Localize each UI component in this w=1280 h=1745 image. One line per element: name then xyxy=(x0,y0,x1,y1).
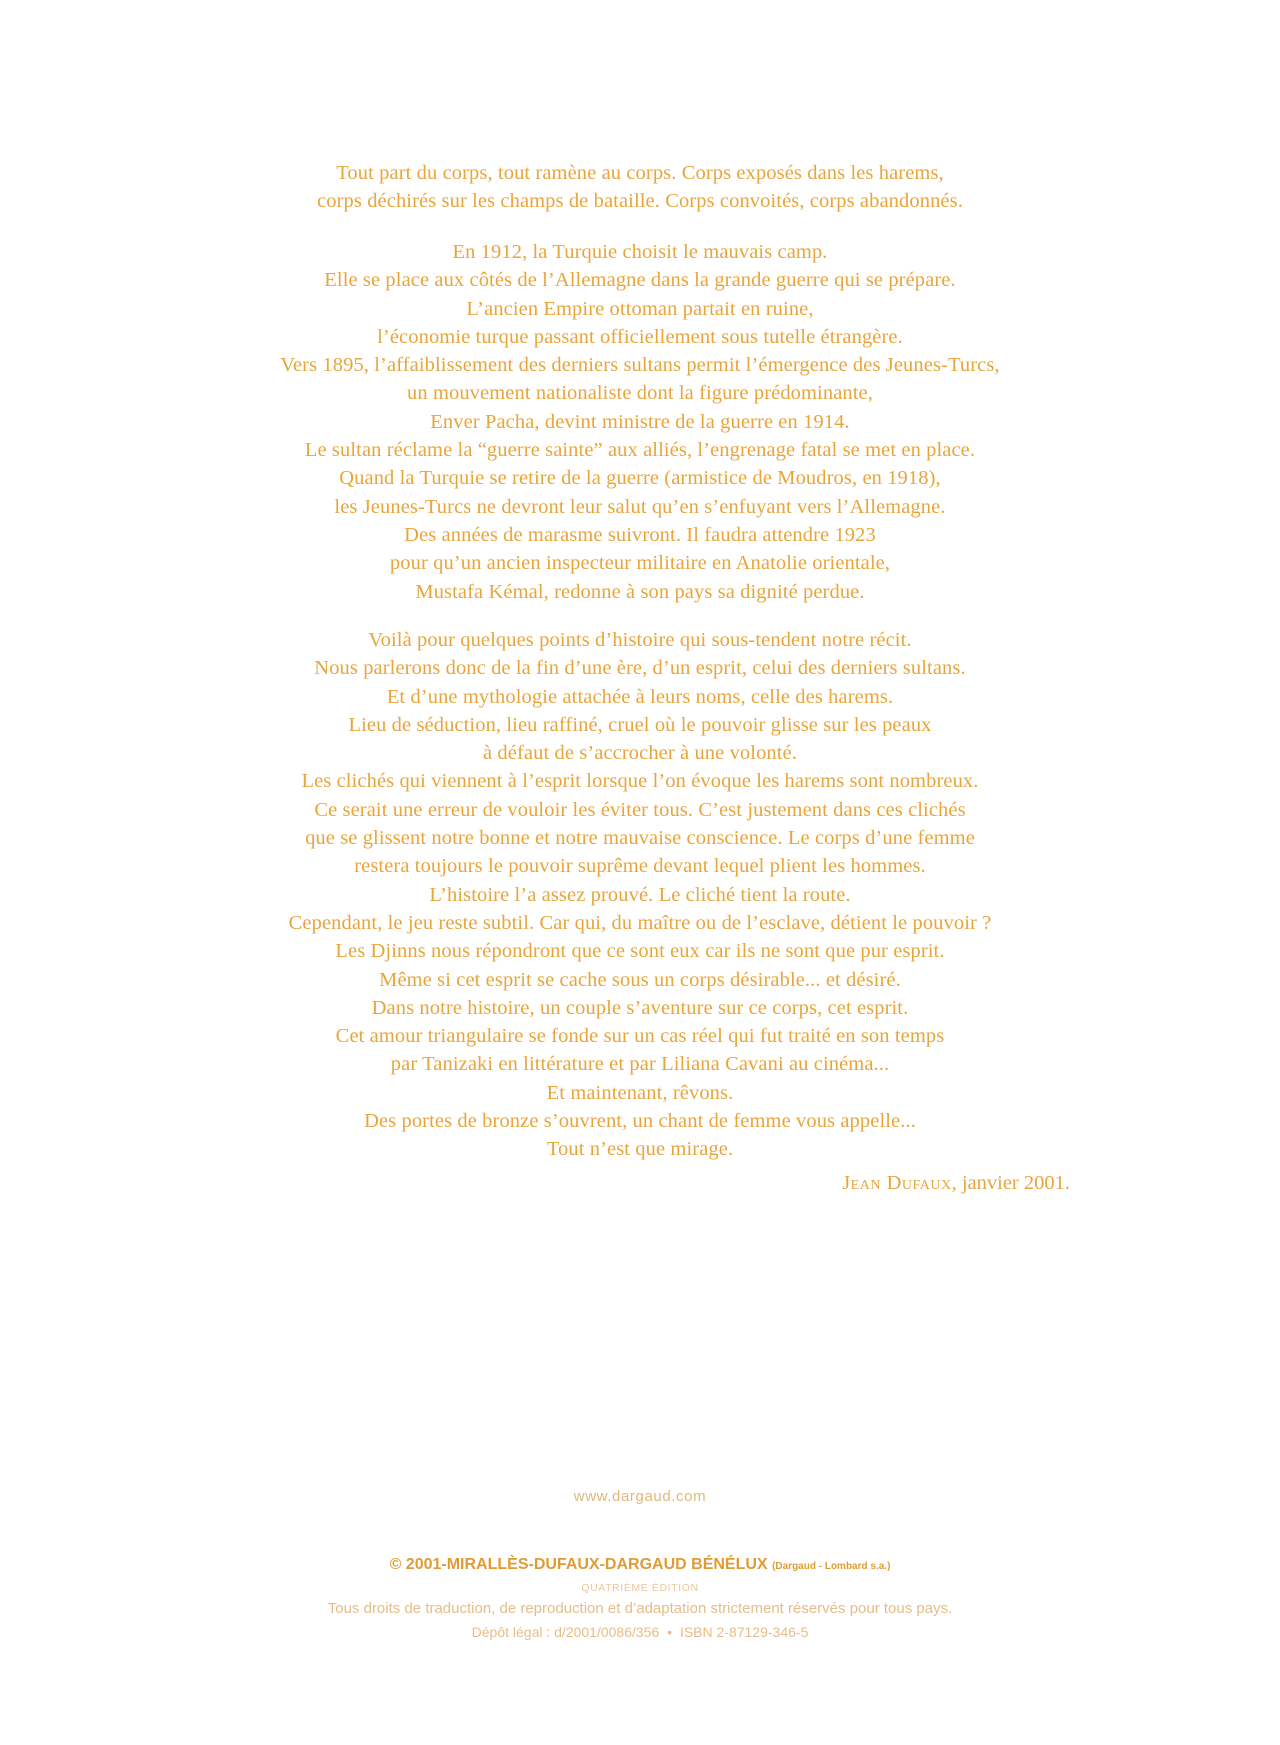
text-line: les Jeunes-Turcs ne devront leur salut qu’en s’enfuyant vers l’Allemagne. xyxy=(334,495,946,518)
text-line: Les Djinns nous répondront que ce sont eux car ils ne sont que pur esprit. xyxy=(335,940,945,963)
text-line: Des portes de bronze s’ouvrent, un chant de femme vous appelle... xyxy=(364,1110,916,1133)
history-paragraph xyxy=(140,238,1140,606)
text-line: à défaut de s’accrocher à une volonté. xyxy=(483,742,797,765)
text-line: L’histoire l’a assez prouvé. Le cliché tient la route. xyxy=(429,883,851,906)
text-line: Tout n’est que mirage. xyxy=(546,1138,734,1161)
isbn: ISBN 2-87129-346-5 xyxy=(679,1624,809,1640)
legal-deposit: Dépôt légal : d/2001/0086/356 xyxy=(471,1624,660,1640)
copyright-notice xyxy=(140,1556,1140,1574)
signature xyxy=(842,1169,1070,1197)
text-line: Tout part du corps, tout ramène au corps. Corps exposés dans les harems, xyxy=(336,162,944,184)
story-paragraph xyxy=(140,626,1140,1164)
signature-author: Jean Dufaux xyxy=(842,1172,952,1194)
text-line: En 1912, la Turquie choisit le mauvais camp. xyxy=(452,241,828,263)
text-line: l’économie turque passant officiellement sous tutelle étrangère. xyxy=(377,325,903,348)
text-line: Cet amour triangulaire se fonde sur un cas réel qui fut traité en son temps xyxy=(335,1025,945,1048)
text-line: Vers 1895, l’affaiblissement des derniers sultans permit l’émergence des Jeunes-Turcs, xyxy=(280,354,1000,377)
text-line: que se glissent notre bonne et notre mauvaise conscience. Le corps d’une femme xyxy=(305,827,975,850)
text-line: un mouvement nationaliste dont la figure prédominante, xyxy=(407,382,873,405)
text-line: Et d’une mythologie attachée à leurs noms, celle des harems. xyxy=(386,685,894,708)
text-line: Même si cet esprit se cache sous un corps désirable... et désiré. xyxy=(379,968,901,991)
text-line: Voilà pour quelques points d’histoire qui sous-tendent notre récit. xyxy=(368,629,912,651)
text-line: Quand la Turquie se retire de la guerre (armistice de Moudros, en 1918), xyxy=(339,467,941,490)
text-line: Ce serait une erreur de vouloir les éviter tous. C’est justement dans ces clichés xyxy=(314,798,966,821)
text-line: Le sultan réclame la “guerre sainte” aux alliés, l’engrenage fatal se met en place. xyxy=(304,439,976,462)
intro-paragraph xyxy=(140,159,1140,216)
text-line: pour qu’un ancien inspecteur militaire en Anatolie orientale, xyxy=(389,552,891,575)
text-line: Nous parlerons donc de la fin d’une ère, d’un esprit, celui des derniers sultans. xyxy=(314,657,966,680)
publisher-website: www.dargaud.com xyxy=(573,1488,707,1505)
text-line: Les clichés qui viennent à l’esprit lorsque l’on évoque les harems sont nombreux. xyxy=(301,770,979,793)
text-line: Elle se place aux côtés de l’Allemagne dans la grande guerre qui se prépare. xyxy=(324,269,956,292)
text-line: Dans notre histoire, un couple s’aventure sur ce corps, cet esprit. xyxy=(371,996,909,1019)
copyright-text: © 2001-MIRALLÈS-DUFAUX-DARGAUD BÉNÉLUX xyxy=(389,1556,768,1573)
text-line: Des années de marasme suivront. Il faudra attendre 1923 xyxy=(404,523,876,546)
bullet-separator: • xyxy=(667,1624,673,1640)
text-line: Enver Pacha, devint ministre de la guerre en 1914. xyxy=(430,410,850,433)
edition-note: QUATRIÈME ÉDITION xyxy=(581,1582,699,1594)
text-line: restera toujours le pouvoir suprême devant lequel plient les hommes. xyxy=(354,855,926,878)
text-line: Lieu de séduction, lieu raffiné, cruel où le pouvoir glisse sur les peaux xyxy=(348,713,932,736)
text-line: L’ancien Empire ottoman partait en ruine, xyxy=(466,297,814,320)
text-line: Mustafa Kémal, redonne à son pays sa dignité perdue. xyxy=(415,580,865,603)
text-line: Cependant, le jeu reste subtil. Car qui, du maître ou de l’esclave, détient le pouvoir ? xyxy=(288,911,992,934)
text-line: corps déchirés sur les champs de bataille. Corps convoités, corps abandonnés. xyxy=(317,190,963,213)
legal-deposit-line xyxy=(140,1624,1140,1640)
signature-date: , janvier 2001. xyxy=(951,1172,1070,1194)
text-line: Et maintenant, rêvons. xyxy=(546,1081,734,1104)
text-line: par Tanizaki en littérature et par Liliana Cavani au cinéma... xyxy=(390,1053,890,1076)
rights-notice: Tous droits de traduction, de reproduction et d’adaptation strictement réservés pour tous pays. xyxy=(327,1600,953,1617)
publisher-name: (Dargaud - Lombard s.a.) xyxy=(772,1561,891,1572)
